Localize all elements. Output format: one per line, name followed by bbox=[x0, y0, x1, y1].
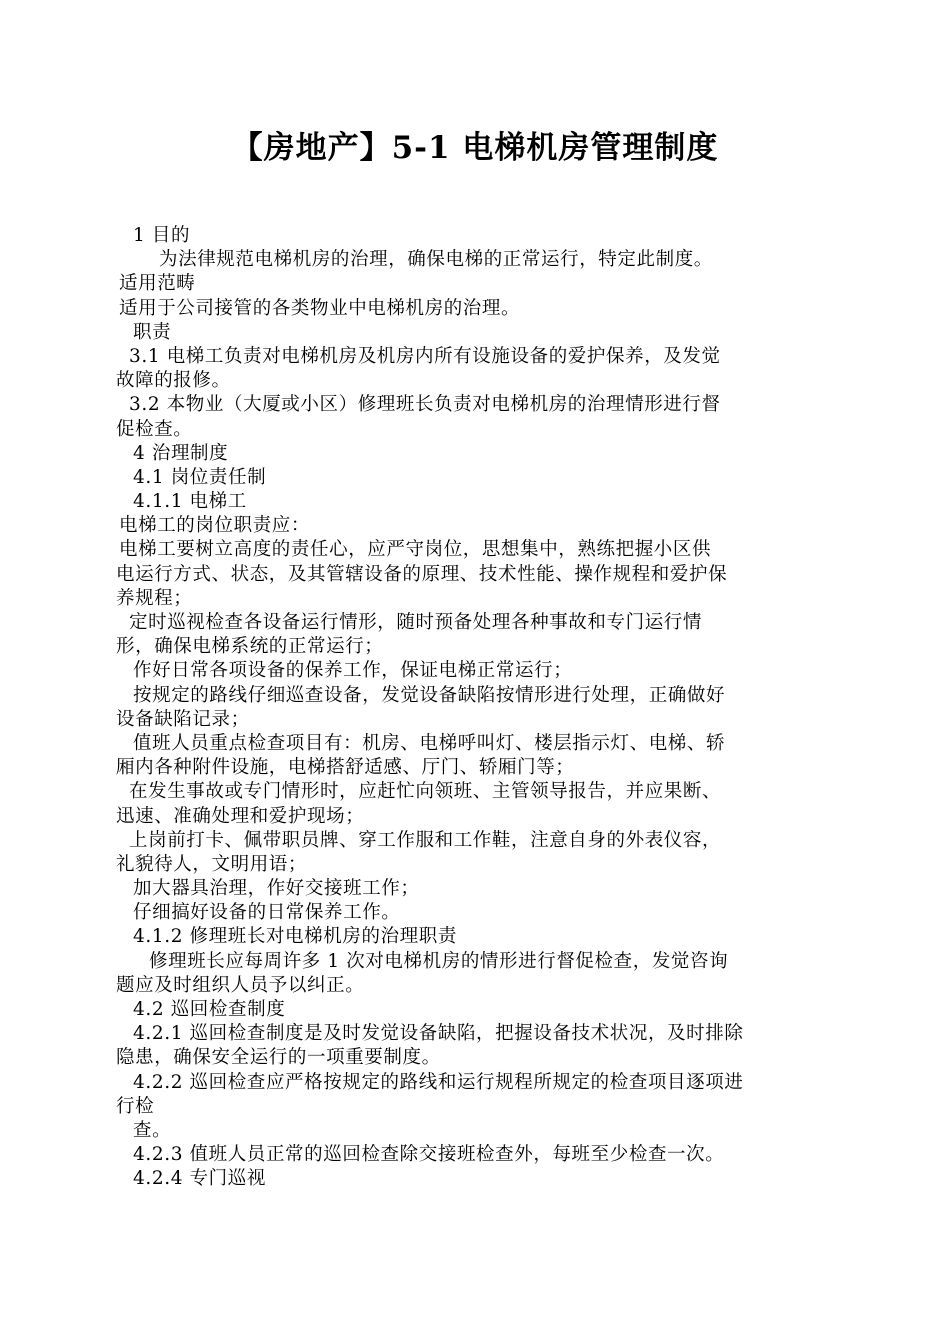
paragraph-line: 设备缺陷记录； bbox=[116, 708, 250, 730]
paragraph-line: 迅速、准确处理和爱护现场； bbox=[116, 805, 365, 827]
subsection-heading: 4.1.1 电梯工 bbox=[133, 491, 247, 513]
section-heading-duties: 职责 bbox=[133, 321, 172, 343]
paragraph-line: 行检 bbox=[116, 1095, 155, 1117]
subsection-heading: 4.1.2 修理班长对电梯机房的治理职责 bbox=[133, 926, 457, 948]
paragraph-line: 修理班长应每周许多 1 次对电梯机房的情形进行督促检查，发觉咨询 bbox=[149, 950, 729, 972]
paragraph-line: 在发生事故或专门情形时，应赶忙向领班、主管领导报告，并应果断、 bbox=[129, 781, 722, 803]
section-heading-management: 4 治理制度 bbox=[133, 442, 229, 464]
paragraph-line: 3.2 本物业（大厦或小区）修理班长负责对电梯机房的治理情形进行督 bbox=[129, 394, 721, 416]
paragraph-line: 电运行方式、状态，及其管辖设备的原理、技术性能、操作规程和爱护保 bbox=[116, 563, 728, 585]
paragraph-line: 形，确保电梯系统的正常运行； bbox=[116, 636, 384, 658]
paragraph-line: 3.1 电梯工负责对电梯机房及机房内所有设施设备的爱护保养，及发觉 bbox=[129, 345, 721, 367]
paragraph-line: 题应及时组织人员予以纠正。 bbox=[116, 974, 365, 996]
paragraph-line: 值班人员重点检查项目有：机房、电梯呼叫灯、楼层指示灯、电梯、轿 bbox=[133, 732, 726, 754]
paragraph-line: 适用于公司接管的各类物业中电梯机房的治理。 bbox=[119, 297, 521, 319]
paragraph-line: 促检查。 bbox=[116, 418, 193, 440]
subsection-heading: 4.1 岗位责任制 bbox=[133, 466, 267, 488]
subsection-heading: 4.2 巡回检查制度 bbox=[133, 999, 286, 1020]
section-heading-scope: 适用范畴 bbox=[119, 273, 196, 295]
paragraph-line: 查。 bbox=[133, 1119, 172, 1141]
paragraph-line: 厢内各种附件设施，电梯搭舒适感、厅门、轿厢门等； bbox=[116, 757, 575, 779]
paragraph-line: 养规程； bbox=[116, 587, 193, 609]
document-title: 【房地产】5-1 电梯机房管理制度 bbox=[231, 130, 719, 166]
paragraph-line: 4.2.2 巡回检查应严格按规定的路线和运行规程所规定的检查项目逐项进 bbox=[133, 1071, 744, 1093]
paragraph-line: 为法律规范电梯机房的治理，确保电梯的正常运行，特定此制度。 bbox=[159, 249, 713, 271]
paragraph-line: 作好日常各项设备的保养工作，保证电梯正常运行； bbox=[133, 660, 573, 682]
paragraph-line: 加大器具治理，作好交接班工作； bbox=[133, 878, 420, 900]
paragraph-line: 礼貌待人，文明用语； bbox=[116, 853, 308, 875]
paragraph-line: 故障的报修。 bbox=[116, 370, 231, 392]
paragraph-line: 电梯工要树立高度的责任心，应严守岗位，思想集中，熟练把握小区供 bbox=[119, 539, 712, 561]
paragraph-line: 电梯工的岗位职责应： bbox=[119, 515, 311, 537]
paragraph-line: 4.2.3 值班人员正常的巡回检查除交接班检查外，每班至少检查一次。 bbox=[133, 1144, 725, 1166]
document-body bbox=[116, 224, 832, 1192]
paragraph-line: 4.2.1 巡回检查制度是及时发觉设备缺陷，把握设备技术状况，及时排除 bbox=[133, 1023, 744, 1045]
paragraph-line: 定时巡视检查各设备运行情形，随时预备处理各种事故和专门运行情 bbox=[129, 612, 703, 633]
section-heading-purpose: 1 目的 bbox=[133, 225, 191, 246]
paragraph-line: 上岗前打卡、佩带职员牌、穿工作服和工作鞋，注意自身的外表仪容， bbox=[129, 829, 722, 851]
paragraph-line: 仔细搞好设备的日常保养工作。 bbox=[133, 902, 401, 924]
subsection-heading: 4.2.4 专门巡视 bbox=[133, 1168, 266, 1190]
paragraph-line: 隐患，确保安全运行的一项重要制度。 bbox=[116, 1047, 441, 1069]
paragraph-line: 按规定的路线仔细巡查设备，发觉设备缺陷按情形进行处理，正确做好 bbox=[133, 684, 726, 706]
